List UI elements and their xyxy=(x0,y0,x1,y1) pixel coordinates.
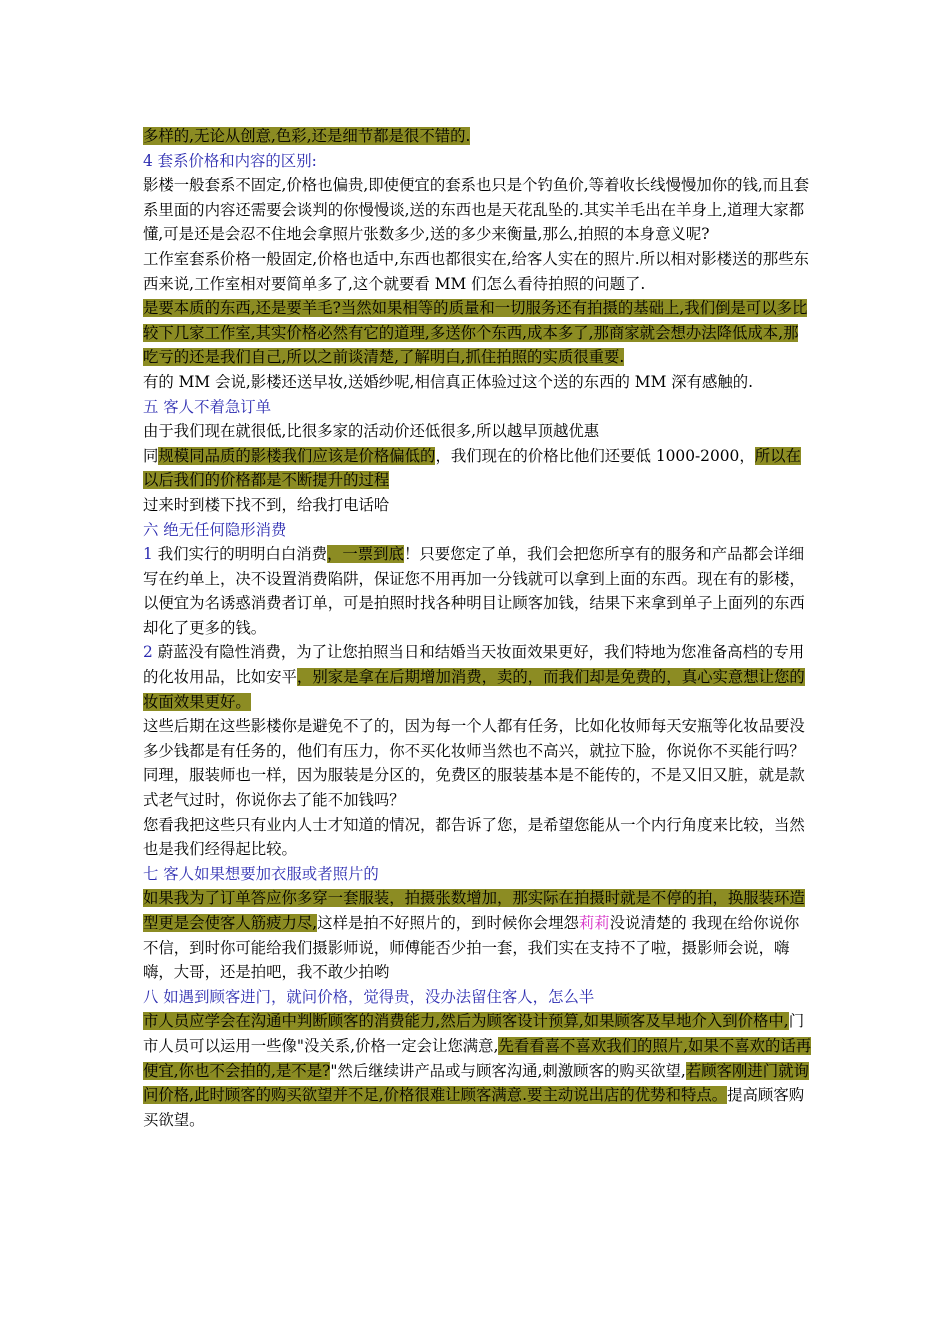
paragraph xyxy=(143,542,813,640)
document-body xyxy=(143,124,813,1132)
paragraph xyxy=(143,640,813,714)
section-heading-4: 4 套系价格和内容的区别: xyxy=(143,151,317,170)
text: ，我们现在的价格比他们还要低 1000-2000， xyxy=(435,446,755,465)
paragraph: 有的 MM 会说,影楼还送早妆,送婚纱呢,相信真正体验过这个送的东西的 MM 深有感触的. xyxy=(143,372,754,391)
section-heading-5: 五 客人不着急订单 xyxy=(143,397,272,416)
paragraph-continuation xyxy=(143,124,813,149)
highlighted-text: ，别家是拿在后期增加消费，卖的，而我们却是免费的，真心实意想让您的妆面效果更好。 xyxy=(143,668,805,711)
accent-name: 莉莉 xyxy=(578,914,610,932)
section-heading-6: 六 绝无任何隐形消费 xyxy=(143,520,287,539)
text: "然后继续讲产品或与顾客沟通,刺激顾客的购买欲望, xyxy=(330,1061,686,1080)
highlighted-text: 是要本质的东西,还是要羊毛?当然如果相等的质量和一切服务还有拍摄的基础上,我们倒是可以多比较下几家工作室,其实价格必然有它的道理,多送你个东西,成本多了,那商家就会想办法降低成本,那吃亏的还是我们自己,所以之前谈清楚,了解明白,抓住拍照的实质很重要. xyxy=(143,299,808,367)
highlighted-text: 若顾客刚进门就询问价格,此时顾客的购买欲望并不足,价格很难让顾客满意.要主动说出店的优势和特点。 xyxy=(143,1061,809,1105)
highlighted-text: 所以在以后我们的价格都是不断提升的过程 xyxy=(143,446,801,490)
item-number: 2 xyxy=(143,643,153,662)
paragraph: 您看我把这些只有业内人士才知道的情况，都告诉了您，是希望您能从一个内行角度来比较，当然也是我们经得起比较。 xyxy=(143,815,805,859)
text: 蔚蓝没有隐性消费，为了让您拍照当日和结婚当天妆面效果更好，我们特地为您准备高档的专用的化妆用品，比如安平 xyxy=(143,643,805,687)
section-heading-8: 八 如遇到顾客进门，就问价格，觉得贵，没办法留住客人，怎么半 xyxy=(143,987,595,1006)
paragraph: 由于我们现在就很低,比很多家的活动价还低很多,所以越早顶越优惠 xyxy=(143,422,600,441)
paragraph: 工作室套系价格一般固定,价格也适中,东西也都很实在,给客人实在的照片.所以相对影楼送的那些东西来说,工作室相对要简单多了,这个就要看 MM 们怎么看待拍照的问题了. xyxy=(143,249,809,293)
highlighted-text: 市人员应学会在沟通中判断顾客的消费能力,然后为顾客设计预算,如果顾客及早地介入到价格中, xyxy=(143,1012,789,1031)
text: 没说清楚的 我现在给你说你不信，到时你可能给我们摄影师说，师傅能否少拍一套，我们实在支持不了啦，摄影师会说，嗨嗨，大哥，还是拍吧，我不敢少拍哟 xyxy=(143,914,800,982)
paragraph: 影楼一般套系不固定,价格也偏贵,即使便宜的套系也只是个钓鱼价,等着收长线慢慢加你的钱,而且套系里面的内容还需要会谈判的你慢慢谈,送的东西也是天花乱坠的.其实羊毛出在羊身上,道理大家都懂,可是还是会忍不住地会拿照片张数多少,送的多少来衡量,那么,拍照的本身意义呢? xyxy=(143,176,809,244)
highlighted-text: 规模同品质的影楼我们应该是价格偏低的 xyxy=(158,446,436,465)
paragraph xyxy=(143,444,813,493)
paragraph: 这些后期在这些影楼你是避免不了的，因为每一个人都有任务，比如化妆师每天安瓶等化妆品要没多少钱都是有任务的，他们有压力，你不买化妆师当然也不高兴，就拉下脸，你说你不买能行吗？同理，服装师也一样，因为服装是分区的，免费区的服装基本是不能传的，不是又旧又脏，就是款式老气过时，你说你去了能不加钱吗？ xyxy=(143,717,805,810)
highlighted-text: 多样的,无论从创意,色彩,还是细节都是很不错的. xyxy=(143,127,471,145)
text: ！只要您定了单，我们会把您所享有的服务和产品都会详细写在约单上，决不设置消费陷阱，保证您不用再加一分钱就可以拿到上面的东西。现在有的影楼，以便宜为名诱惑消费者订单，可是拍照时找各种明目让顾客加钱，结果下来拿到单子上面列的东西却化了更多的钱。 xyxy=(143,545,805,637)
section-heading-7: 七 客人如果想要加衣服或者照片的 xyxy=(143,864,379,883)
highlighted-text: ，一票到底 xyxy=(327,545,404,564)
paragraph xyxy=(143,886,813,984)
text: 同 xyxy=(143,446,159,465)
paragraph xyxy=(143,296,813,370)
paragraph: 过来时到楼下找不到，给我打电话哈 xyxy=(143,495,390,514)
paragraph xyxy=(143,1009,813,1132)
text: 这样是拍不好照片的，到时候你会埋怨 xyxy=(317,914,579,932)
text: 门市人员可以运用一些像"没关系,价格一定会让您满意, xyxy=(143,1012,805,1055)
highlighted-text: 如果我为了订单答应你多穿一套服装，拍摄张数增加，那实际在拍摄时就是不停的拍，换服装环造型更是会使客人筋疲力尽, xyxy=(143,889,805,932)
item-number: 1 xyxy=(143,545,153,564)
text: 我们实行的明明白白消费 xyxy=(152,545,327,564)
text: 提高顾客购买欲望。 xyxy=(143,1086,805,1129)
highlighted-text: 先看看喜不喜欢我们的照片,如果不喜欢的话再便宜,你也不会拍的,是不是? xyxy=(143,1036,812,1080)
